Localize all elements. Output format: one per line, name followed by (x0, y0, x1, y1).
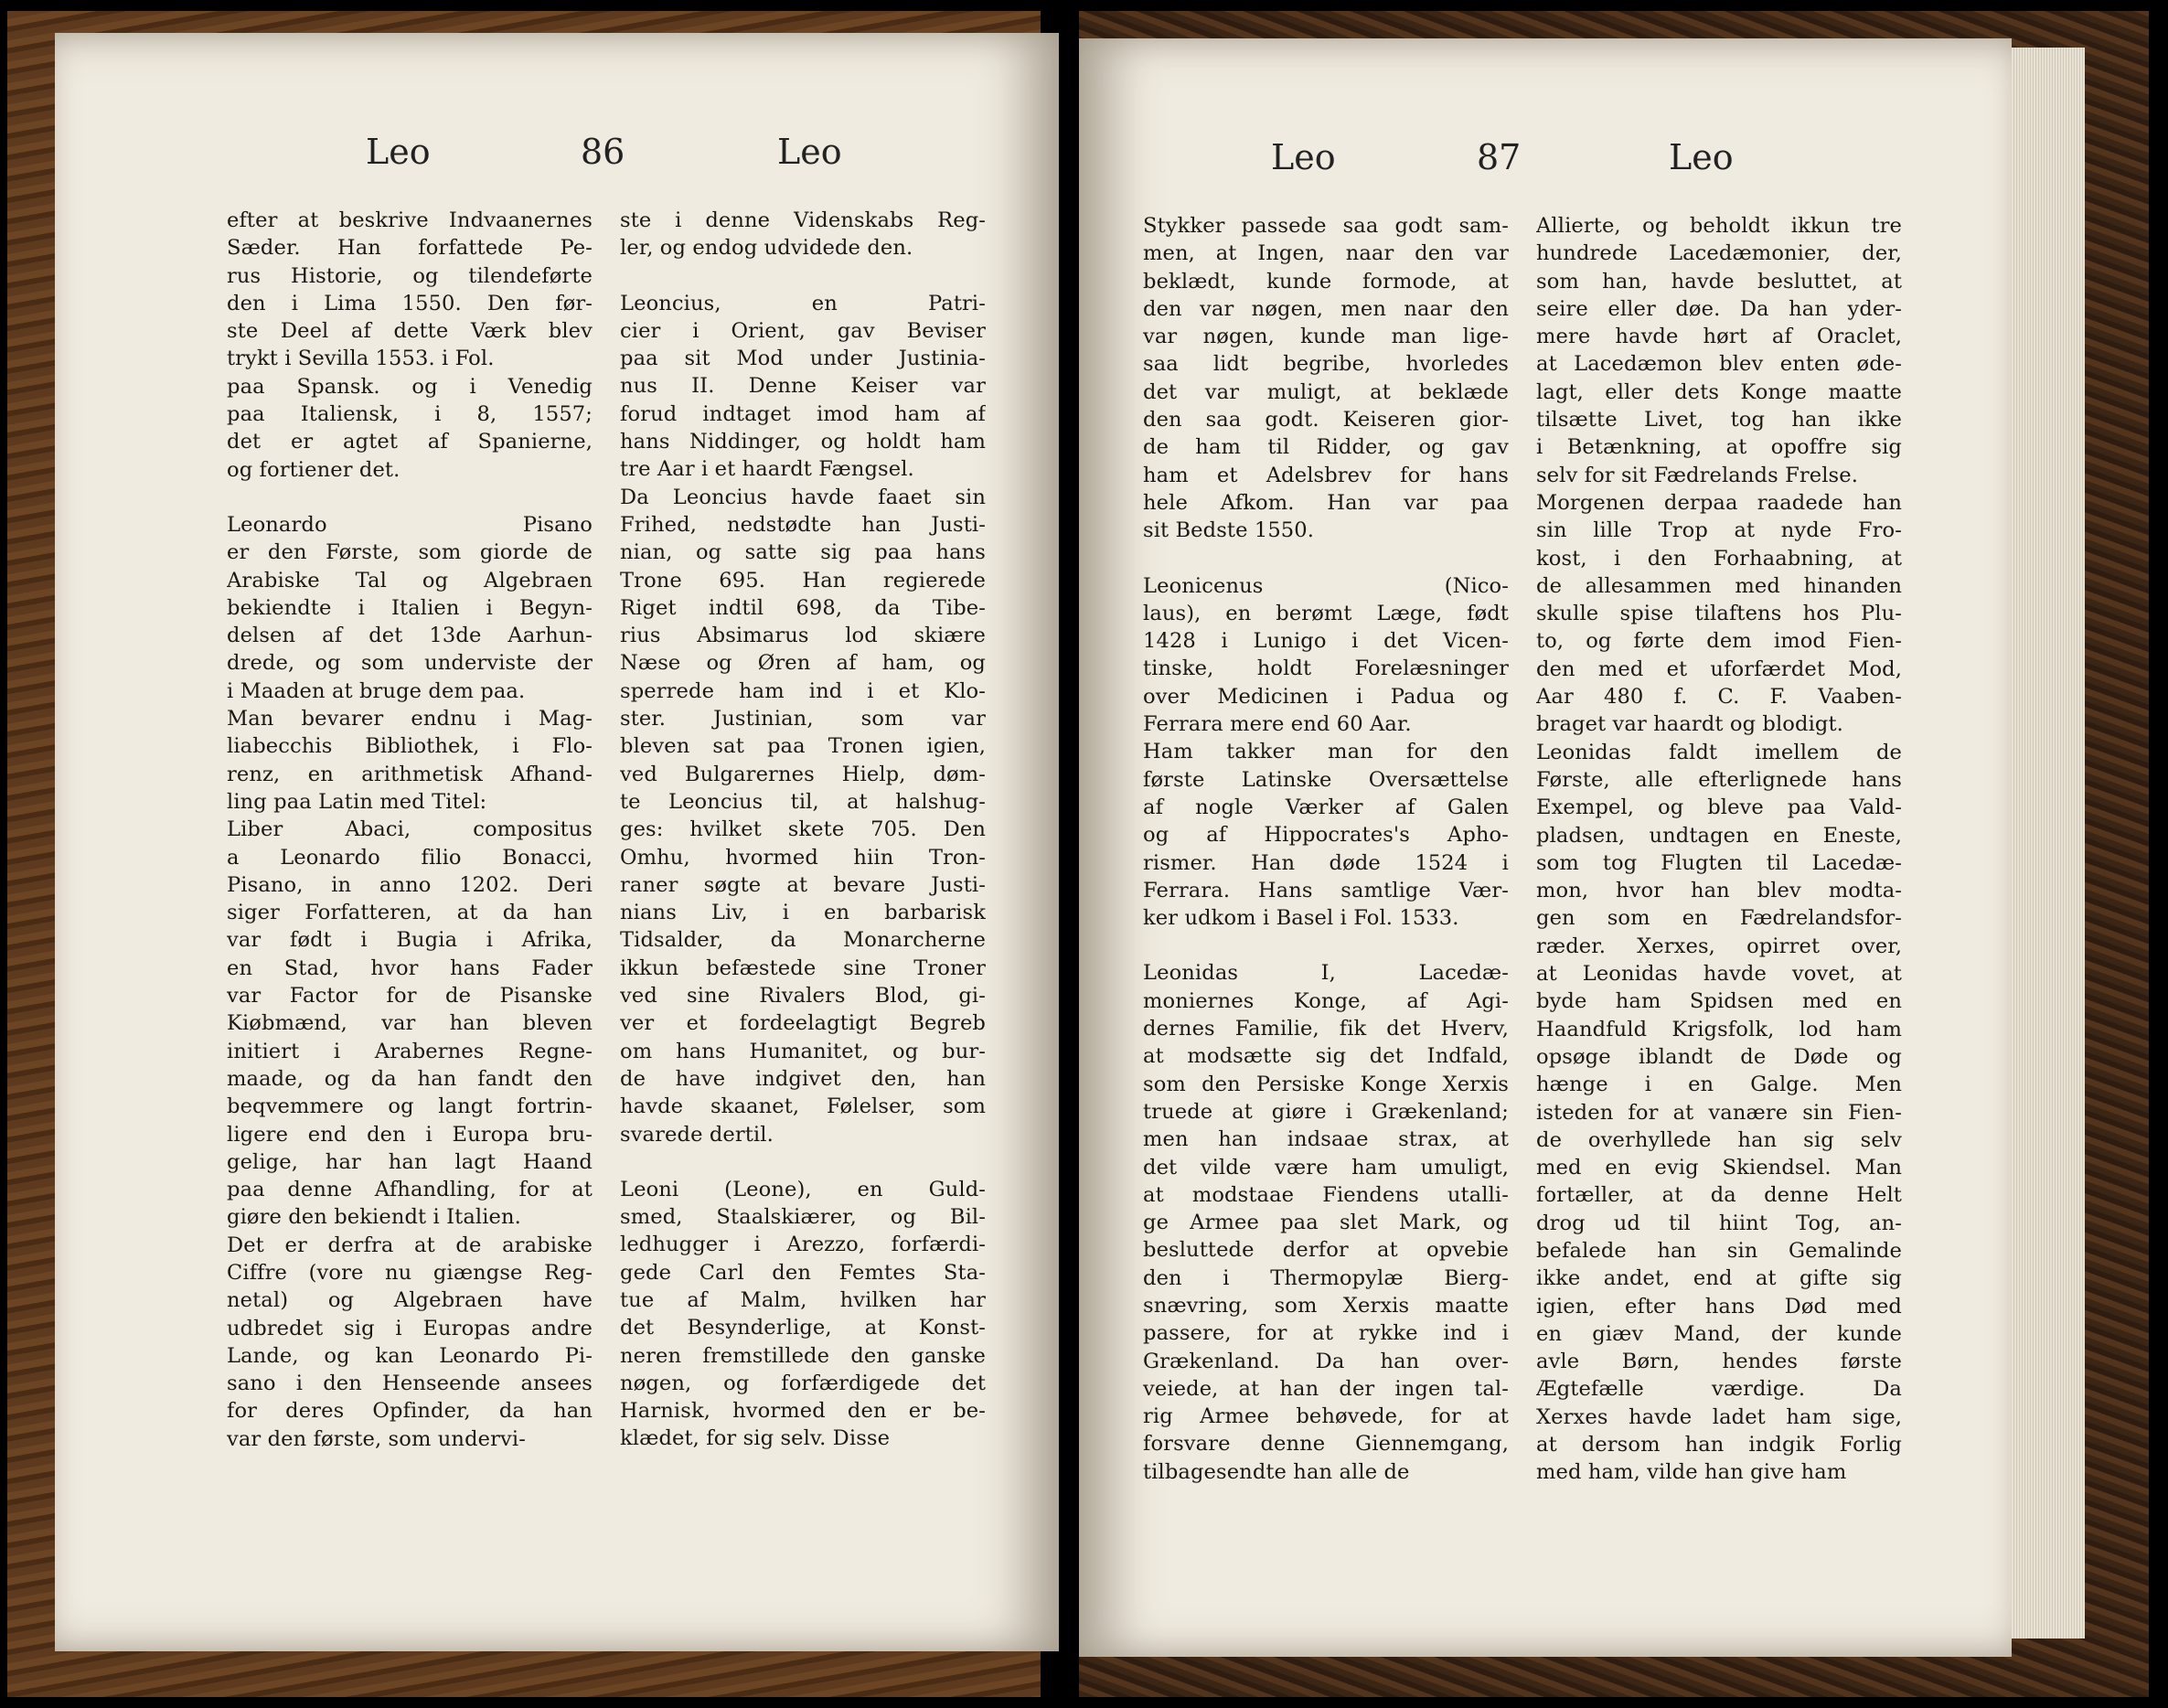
text-line: sin lille Trop at nyde Fro- (1536, 518, 1902, 543)
paragraph-gap (1143, 932, 1509, 959)
text-line: første Latinske Oversættelse (1143, 767, 1509, 792)
text-line: raner søgte at bevare Justi- (620, 872, 986, 897)
text-line: hænge i en Galge. Men (1536, 1073, 1902, 1097)
text-line: tilbagesendte han alle de (1143, 1459, 1410, 1484)
page-number: 86 (581, 132, 625, 172)
page-number: 87 (1477, 137, 1522, 177)
text-line: de ham til Ridder, og gav (1143, 435, 1509, 460)
text-line: igien, efter hans Død med (1536, 1294, 1902, 1318)
text-line: som den Persiske Konge Xerxis (1143, 1072, 1509, 1096)
text-line: Næse og Øren af ham, og (620, 651, 986, 676)
text-line: den i Thermopylæ Bierg- (1143, 1265, 1509, 1290)
text-line: avle Børn, hendes første (1536, 1350, 1902, 1374)
text-line: ligere end den i Europa bru- (227, 1122, 593, 1147)
text-line: ham et Adelsbrev for hans (1143, 463, 1509, 487)
text-line: de overhyllede han sig selv (1536, 1127, 1902, 1152)
text-line: den i Lima 1550. Den før- (227, 291, 593, 315)
text-line: i Maaden at bruge dem paa. (227, 678, 526, 703)
text-line: paa sit Mod under Justinia- (620, 347, 986, 371)
text-line: gede Carl den Femtes Sta- (620, 1260, 986, 1285)
text-line: ges: hvilket skete 705. Den (620, 817, 986, 842)
text-line: ge Armee paa slet Mark, og (1143, 1211, 1509, 1235)
text-line: rus Historie, og tilendeførte (227, 263, 593, 288)
text-line: isteden for at vanære sin Fien- (1536, 1100, 1902, 1125)
text-line: kost, i den Forhaabning, at (1536, 546, 1902, 571)
text-line: smed, Staalskiærer, og Bil- (620, 1205, 986, 1230)
text-line: som han, havde besluttet, at (1536, 269, 1902, 294)
text-line: men, at Ingen, naar den var (1143, 241, 1509, 266)
text-line: te Leoncius til, at halshug- (620, 789, 986, 814)
text-line: veiede, at han der ingen tal- (1143, 1376, 1509, 1401)
text-line: ræder. Xerxes, opirret over, (1536, 934, 1902, 958)
text-line: det Besynderlige, at Konst- (620, 1316, 986, 1340)
text-line: ved Bulgarernes Hielp, døm- (620, 762, 986, 786)
text-line: for deres Opfinder, da han (227, 1399, 593, 1424)
text-line: ved sine Rivalers Blod, gi- (620, 984, 986, 1009)
text-line: beqvemmere og langt fortrin- (227, 1094, 593, 1119)
text-line: Leoni (Leone), en Guld- (620, 1177, 986, 1201)
text-line: Trone 695. Han regierede (620, 568, 986, 592)
text-line: den med et uforfærdet Mod, (1536, 657, 1902, 681)
text-line: at Leonidas havde vovet, at (1536, 962, 1902, 987)
text-line: nøgen, og forfærdigede det (620, 1371, 986, 1395)
text-line: netal) og Algebraen have (227, 1288, 593, 1313)
text-line: hele Afkom. Han var paa (1143, 490, 1509, 515)
text-line: Omhu, hvormed hiin Tron- (620, 845, 986, 870)
text-line: passere, for at rykke ind i (1143, 1321, 1509, 1346)
text-line: en giæv Mand, der kunde (1536, 1321, 1902, 1346)
text-line: rius Absimarus lod skiære (620, 624, 986, 648)
text-line: nus II. Denne Keiser var (620, 374, 986, 399)
text-line: drede, og som underviste der (227, 651, 593, 676)
text-line: pladsen, undtagen en Eneste, (1536, 823, 1902, 848)
text-line: sano i den Henseende ansees (227, 1372, 593, 1396)
text-line: tinske, holdt Forelæsninger (1143, 657, 1509, 681)
text-line: den saa godt. Keiseren gior- (1143, 408, 1509, 432)
text-line: men han indsaae strax, at (1143, 1127, 1509, 1152)
right-scan-panel (1079, 11, 2168, 1697)
text-line: Man bevarer endnu i Mag- (227, 707, 593, 731)
text-line: Tidsalder, da Monarcherne (620, 928, 986, 953)
text-line: ledhugger i Arezzo, forfærdi- (620, 1233, 986, 1257)
text-line: var født i Bugia i Afrika, (227, 928, 593, 953)
text-line: Stykker passede saa godt sam- (1143, 214, 1509, 238)
text-line: Ferrara mere end 60 Aar. (1143, 712, 1412, 737)
text-line: besluttede derfor at opvebie (1143, 1238, 1509, 1263)
text-line: en Stad, hvor hans Fader (227, 955, 593, 980)
paragraph-gap (1143, 545, 1509, 572)
text-line: rismer. Han døde 1524 i (1143, 850, 1509, 875)
text-line: rig Armee behøvede, for at (1143, 1404, 1509, 1429)
head-left: Leo (366, 132, 431, 172)
text-line: nians Liv, i en barbarisk (620, 901, 986, 925)
text-line: Sæder. Han forfattede Pe- (227, 236, 593, 261)
text-line: og af Hippocrates's Apho- (1143, 823, 1509, 848)
text-line: gelige, har han lagt Haand (227, 1149, 593, 1174)
text-line: braget var haardt og blodigt. (1536, 712, 1843, 737)
text-line: drog ud til hiint Tog, an- (1536, 1211, 1902, 1235)
text-line: laus), en berømt Læge, født (1143, 601, 1509, 625)
text-line: med ham, vilde han give ham (1536, 1460, 1847, 1485)
text-line: mon, hvor han blev modta- (1536, 879, 1902, 903)
text-line: forud indtaget imod ham af (620, 401, 986, 426)
text-line: Allierte, og beholdt ikkun tre (1536, 214, 1902, 238)
text-line: 1428 i Lunigo i det Vicen- (1143, 629, 1509, 654)
text-line: Leonidas faldt imellem de (1536, 740, 1902, 764)
text-line: snævring, som Xerxis maatte (1143, 1293, 1509, 1318)
text-line: neren fremstillede den ganske (620, 1343, 986, 1368)
text-line: det var muligt, at beklæde (1143, 379, 1509, 404)
text-line: var nøgen, kunde man lige- (1143, 325, 1509, 349)
text-column-left (1143, 212, 1509, 1486)
text-line: Ægtefælle værdige. Da (1536, 1377, 1902, 1402)
text-line: trykt i Sevilla 1553. i Fol. (227, 347, 495, 371)
text-line: dernes Familie, fik det Hverv, (1143, 1017, 1509, 1041)
text-line: nian, og satte sig paa hans (620, 540, 986, 565)
text-line: seire eller døe. Da han yder- (1536, 296, 1902, 321)
text-line: Morgenen derpaa raadede han (1536, 490, 1902, 515)
text-column-left (227, 207, 593, 1453)
text-line: Xerxes havde ladet ham sige, (1536, 1404, 1902, 1429)
text-line: svarede dertil. (620, 1122, 774, 1147)
page-87 (1079, 38, 2012, 1657)
text-line: Ham takker man for den (1143, 740, 1509, 764)
text-line: Arabiske Tal og Algebraen (227, 568, 593, 592)
text-line: Exempel, og bleve paa Vald- (1536, 795, 1902, 820)
text-line: at modsætte sig det Indfald, (1143, 1044, 1509, 1069)
text-line: forsvare denne Giennemgang, (1143, 1432, 1509, 1457)
text-line: ste Deel af dette Værk blev (227, 319, 593, 344)
text-line: er den Første, som giorde de (227, 540, 593, 565)
text-line: at Lacedæmon blev enten øde- (1536, 352, 1902, 377)
left-scan-panel (0, 11, 1059, 1697)
head-left: Leo (1271, 137, 1336, 177)
text-line: Riget indtil 698, da Tibe- (620, 595, 986, 620)
text-line: Første, alle efterlignede hans (1536, 767, 1902, 792)
text-line: liabecchis Bibliothek, i Flo- (227, 734, 593, 759)
text-line: ste i denne Videnskabs Reg- (620, 208, 986, 232)
text-line: det vilde være ham umuligt, (1143, 1155, 1509, 1180)
text-line: Aar 480 f. C. F. Vaaben- (1536, 685, 1902, 710)
paragraph-gap (620, 262, 986, 290)
text-line: mere havde hørt af Oraclet, (1536, 325, 1902, 349)
text-line: befalede han sin Gemalinde (1536, 1238, 1902, 1263)
text-line: Kiøbmænd, var han bleven (227, 1011, 593, 1036)
text-line: ikke andet, end at gifte sig (1536, 1266, 1902, 1291)
text-line: giøre den bekiendt i Italien. (227, 1205, 521, 1230)
text-line: tue af Malm, hvilken har (620, 1287, 986, 1312)
text-line: over Medicinen i Padua og (1143, 684, 1509, 709)
text-column-right (1536, 212, 1902, 1487)
text-line: sit Bedste 1550. (1143, 518, 1315, 543)
text-line: initiert i Arabernes Regne- (227, 1039, 593, 1063)
text-line: Leoncius, en Patri- (620, 291, 986, 315)
paragraph-gap (227, 484, 593, 511)
text-line: Da Leoncius havde faaet sin (620, 485, 986, 509)
text-line: beklædt, kunde formode, at (1143, 269, 1509, 294)
text-line: cier i Orient, gav Beviser (620, 318, 986, 343)
text-line: paa Italiensk, i 8, 1557; (227, 402, 593, 427)
text-line: Frihed, nedstødte han Justi- (620, 512, 986, 537)
running-head (1079, 137, 2012, 192)
text-line: saa lidt begribe, hvorledes (1143, 352, 1509, 377)
running-head (55, 132, 1059, 187)
text-line: efter at beskrive Indvaanernes (227, 208, 593, 232)
page-edges (2012, 48, 2085, 1639)
text-line: og fortiener det. (227, 457, 400, 482)
text-line: de allesammen med hinanden (1536, 573, 1902, 598)
text-line: a Leonardo filio Bonacci, (227, 845, 593, 870)
text-line: det er agtet af Spanierne, (227, 430, 593, 454)
head-right: Leo (1669, 137, 1734, 177)
text-line: ver et fordeelagtigt Begreb (620, 1011, 986, 1036)
text-line: paa denne Afhandling, for at (227, 1178, 593, 1202)
text-line: byde ham Spidsen med en (1536, 989, 1902, 1014)
text-line: Leonidas I, Lacedæ- (1143, 961, 1509, 986)
text-line: bleven sat paa Tronen igien, (620, 734, 986, 759)
text-line: udbredet sig i Europas andre (227, 1316, 593, 1340)
text-line: Lande, og kan Leonardo Pi- (227, 1343, 593, 1368)
text-line: renz, en arithmetisk Afhand- (227, 762, 593, 786)
text-line: som tog Flugten til Lacedæ- (1536, 850, 1902, 875)
text-line: om hans Humanitet, og bur- (620, 1039, 986, 1063)
text-line: Leonardo Pisano (227, 512, 593, 537)
text-line: de have indgivet den, han (620, 1066, 986, 1091)
text-line: ler, og endog udvidede den. (620, 236, 913, 261)
text-line: ster. Justinian, som var (620, 707, 986, 731)
text-line: paa Spansk. og i Venedig (227, 374, 593, 399)
text-line: moniernes Konge, af Agi- (1143, 988, 1509, 1013)
text-column-right (620, 207, 986, 1453)
text-line: tilsætte Livet, tog han ikke (1536, 408, 1902, 432)
text-line: Harnisk, hvormed den er be- (620, 1399, 986, 1424)
text-line: Liber Abaci, compositus (227, 817, 593, 842)
page-86 (55, 33, 1059, 1651)
text-line: hans Niddinger, og holdt ham (620, 430, 986, 454)
text-line: lagt, eller dets Konge maatte (1536, 379, 1902, 404)
text-line: delsen af det 13de Aarhun- (227, 624, 593, 648)
text-line: tre Aar i et haardt Fængsel. (620, 457, 914, 482)
text-line: hundrede Lacedæmonier, der, (1536, 241, 1902, 266)
text-line: Pisano, in anno 1202. Deri (227, 872, 593, 897)
text-line: Det er derfra at de arabiske (227, 1233, 593, 1257)
text-line: gen som en Fædrelandsfor- (1536, 906, 1902, 931)
text-line: to, og førte dem imod Fien- (1536, 629, 1902, 654)
head-right: Leo (777, 132, 842, 172)
text-line: klædet, for sig selv. Disse (620, 1426, 891, 1451)
text-line: bekiendte i Italien i Begyn- (227, 595, 593, 620)
text-line: at dersom han indgik Forlig (1536, 1433, 1902, 1457)
text-line: ker udkom i Basel i Fol. 1533. (1143, 906, 1459, 931)
paragraph-gap (620, 1148, 986, 1176)
text-line: skulle spise tilaftens hos Plu- (1536, 602, 1902, 626)
text-line: truede at giøre i Grækenland; (1143, 1099, 1509, 1124)
text-line: var Factor for de Pisanske (227, 984, 593, 1009)
text-line: af nogle Værker af Galen (1143, 795, 1509, 819)
text-line: Ciffre (vore nu giængse Reg- (227, 1260, 593, 1285)
text-line: sperrede ham ind i et Klo- (620, 678, 986, 703)
text-line: med en evig Skiendsel. Man (1536, 1156, 1902, 1180)
text-line: Leonicenus (Nico- (1143, 573, 1509, 598)
text-line: var den første, som undervi- (227, 1426, 526, 1451)
text-line: selv for sit Fædrelands Frelse. (1536, 463, 1858, 487)
text-line: havde skaanet, Følelser, som (620, 1094, 986, 1119)
text-line: siger Forfatteren, at da han (227, 901, 593, 925)
text-line: Ferrara. Hans samtlige Vær- (1143, 878, 1509, 902)
text-line: den var nøgen, men naar den (1143, 296, 1509, 321)
text-line: fortæller, at da denne Helt (1536, 1183, 1902, 1208)
text-line: at modstaae Fiendens utalli- (1143, 1182, 1509, 1207)
text-line: Haandfuld Krigsfolk, lod ham (1536, 1017, 1902, 1041)
text-line: opsøge iblandt de Døde og (1536, 1044, 1902, 1069)
text-line: i Betænkning, at opoffre sig (1536, 435, 1902, 460)
text-line: ikkun befæstede sine Troner (620, 955, 986, 980)
text-line: Grækenland. Da han over- (1143, 1349, 1509, 1373)
text-line: maade, og da han fandt den (227, 1066, 593, 1091)
text-line: ling paa Latin med Titel: (227, 789, 487, 814)
